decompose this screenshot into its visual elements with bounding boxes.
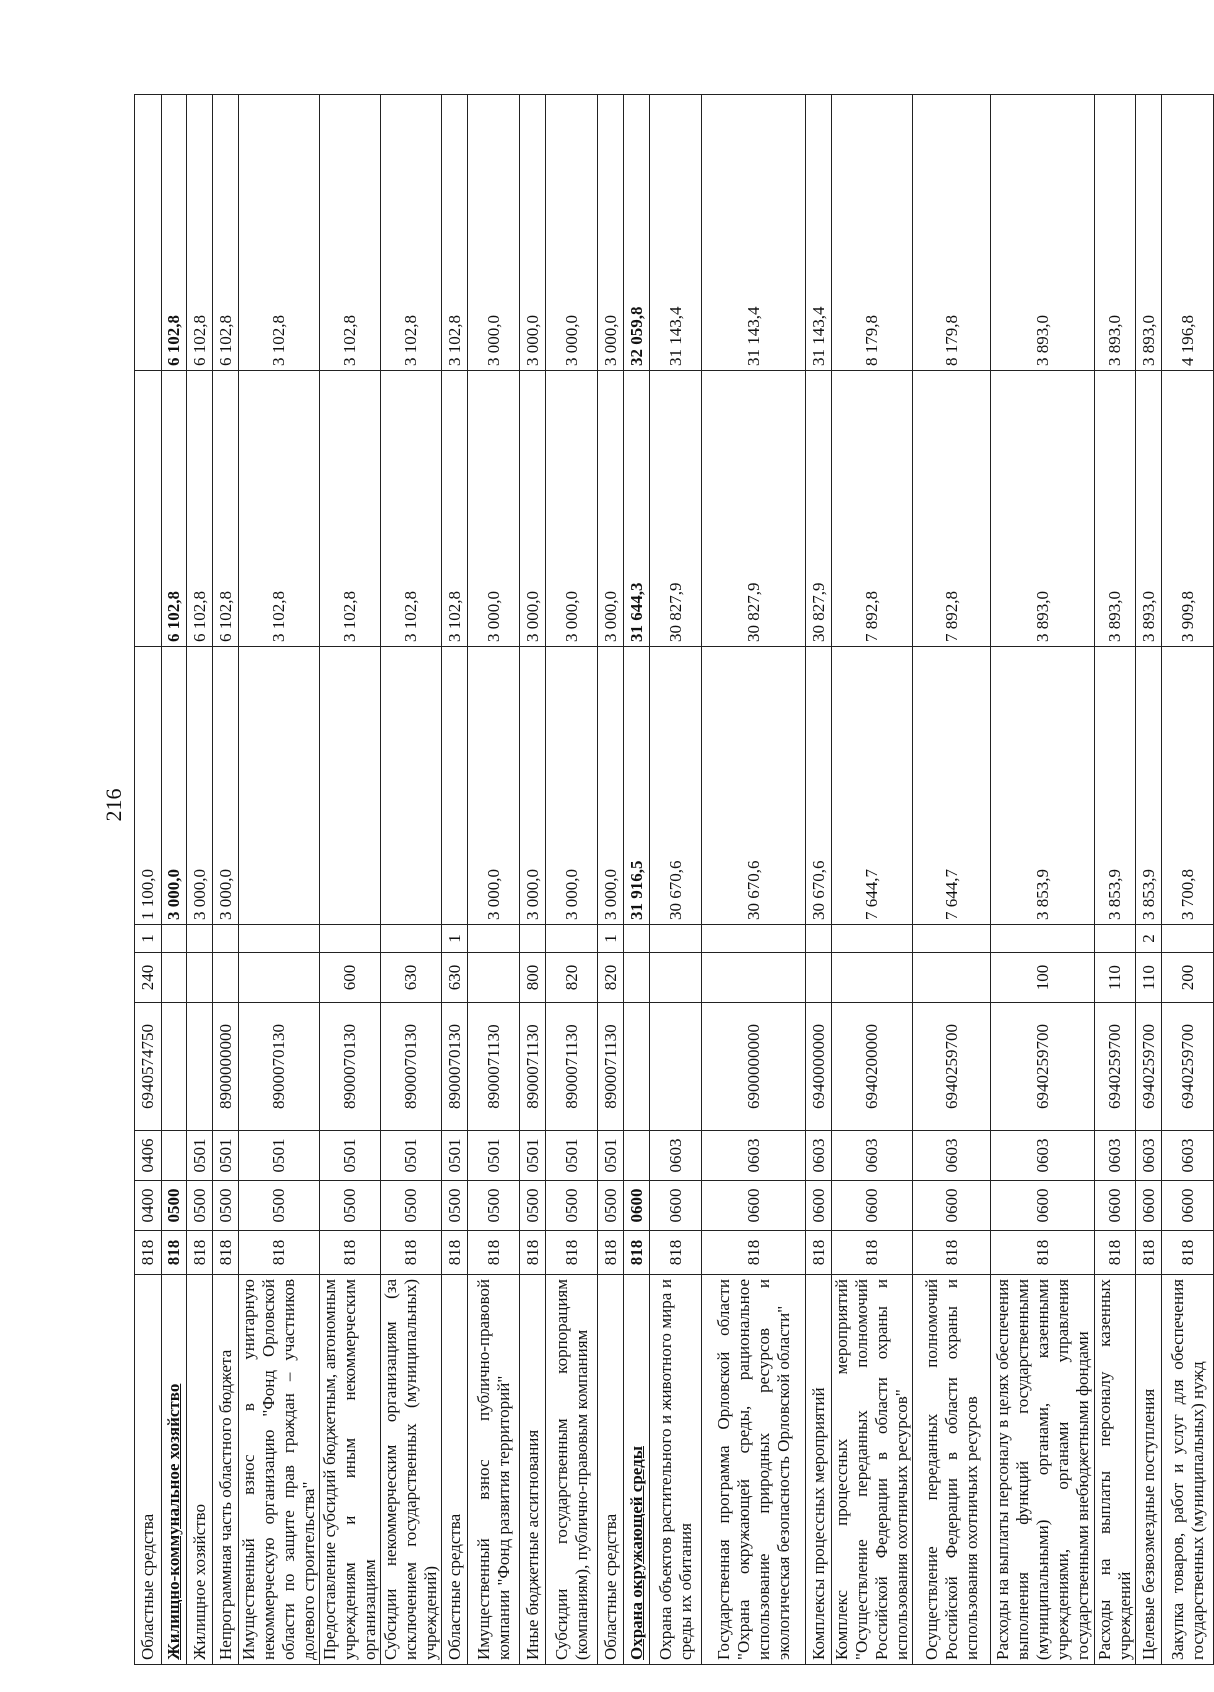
amount-2023 — [239, 647, 320, 925]
source-code — [213, 925, 239, 953]
grbs-code: 818 — [381, 1231, 442, 1275]
target-article-code: 8900071130 — [598, 1003, 624, 1131]
target-article-code: 6940000000 — [806, 1003, 832, 1131]
amount-2023 — [442, 647, 468, 925]
subsection-code: 0501 — [468, 1131, 520, 1181]
source-code — [381, 925, 442, 953]
expense-type-code: 600 — [320, 953, 381, 1003]
amount-2025: 3 000,0 — [520, 95, 546, 371]
amount-2023: 30 670,6 — [650, 647, 702, 925]
row-name: Расходы на выплаты персоналу казенных учреждений — [1095, 1275, 1136, 1665]
subsection-code: 0501 — [546, 1131, 598, 1181]
amount-2023: 3 000,0 — [520, 647, 546, 925]
expense-type-code — [702, 953, 806, 1003]
page-number: 216 — [101, 788, 126, 822]
table-row — [598, 95, 624, 1665]
amount-2023: 3 853,9 — [1095, 647, 1136, 925]
expense-type-code — [624, 953, 650, 1003]
grbs-code: 818 — [991, 1231, 1095, 1275]
source-code — [162, 925, 187, 953]
expense-type-code: 110 — [1136, 953, 1162, 1003]
grbs-code: 818 — [1162, 1231, 1214, 1275]
subsection-code: 0603 — [1162, 1131, 1214, 1181]
section-code: 0500 — [520, 1181, 546, 1231]
row-name: Охрана объектов растительного и животного мира и среды их обитания — [650, 1275, 702, 1665]
expense-type-code — [213, 953, 239, 1003]
row-name: Субсидии некоммерческим организациям (за исключением государственных (муниципальных) учреждений) — [381, 1275, 442, 1665]
amount-2024: 3 000,0 — [598, 371, 624, 647]
grbs-code: 818 — [187, 1231, 213, 1275]
table-row — [650, 95, 702, 1665]
amount-2024: 3 000,0 — [520, 371, 546, 647]
row-name: Комплекс процессных мероприятий "Осуществление переданных полномочий Российской Федерации в области охраны и использования охотничьих ресурсов" — [832, 1275, 913, 1665]
row-name: Закупка товаров, работ и услуг для обеспечения государственных (муниципальных) нужд — [1162, 1275, 1214, 1665]
amount-2025: 6 102,8 — [162, 95, 187, 371]
section-code: 0500 — [546, 1181, 598, 1231]
section-code: 0600 — [913, 1181, 991, 1231]
table-row — [546, 95, 598, 1665]
target-article-code — [162, 1003, 187, 1131]
grbs-code: 818 — [650, 1231, 702, 1275]
amount-2023: 30 670,6 — [702, 647, 806, 925]
amount-2025: 3 000,0 — [598, 95, 624, 371]
expense-type-code — [650, 953, 702, 1003]
row-name: Областные средства — [135, 1275, 162, 1665]
amount-2025: 31 143,4 — [702, 95, 806, 371]
expense-type-code: 820 — [546, 953, 598, 1003]
expense-type-code: 800 — [520, 953, 546, 1003]
amount-2025: 3 102,8 — [381, 95, 442, 371]
target-article-code: 6940574750 — [135, 1003, 162, 1131]
amount-2024: 3 893,0 — [1095, 371, 1136, 647]
source-code: 2 — [1136, 925, 1162, 953]
amount-2024: 3 893,0 — [991, 371, 1095, 647]
section-code: 0500 — [239, 1181, 320, 1231]
amount-2023: 3 000,0 — [162, 647, 187, 925]
target-article-code: 6940259700 — [913, 1003, 991, 1131]
section-code: 0600 — [624, 1181, 650, 1231]
subsection-code — [162, 1131, 187, 1181]
target-article-code: 6940259700 — [1162, 1003, 1214, 1131]
table-row — [913, 95, 991, 1665]
target-article-code: 6940259700 — [1136, 1003, 1162, 1131]
section-code: 0600 — [1136, 1181, 1162, 1231]
table-row — [162, 95, 187, 1665]
amount-2023: 3 700,8 — [1162, 647, 1214, 925]
amount-2024 — [135, 371, 162, 647]
grbs-code: 818 — [213, 1231, 239, 1275]
section-code: 0600 — [1095, 1181, 1136, 1231]
table-row — [135, 95, 162, 1665]
table-row — [239, 95, 320, 1665]
section-code: 0600 — [702, 1181, 806, 1231]
section-code: 0500 — [598, 1181, 624, 1231]
subsection-code: 0603 — [1136, 1131, 1162, 1181]
target-article-code: 8900070130 — [239, 1003, 320, 1131]
amount-2023: 30 670,6 — [806, 647, 832, 925]
amount-2024: 31 644,3 — [624, 371, 650, 647]
amount-2023: 3 000,0 — [468, 647, 520, 925]
row-name: Имущественный взнос в унитарную некоммерческую организацию "Фонд Орловской области по защите прав граждан – участников долевого строительства" — [239, 1275, 320, 1665]
section-code: 0500 — [162, 1181, 187, 1231]
section-code: 0500 — [468, 1181, 520, 1231]
amount-2025: 8 179,8 — [832, 95, 913, 371]
target-article-code — [187, 1003, 213, 1131]
section-code: 0500 — [213, 1181, 239, 1231]
amount-2025: 3 893,0 — [1095, 95, 1136, 371]
amount-2025: 3 893,0 — [991, 95, 1095, 371]
table-row — [832, 95, 913, 1665]
target-article-code: 8900000000 — [213, 1003, 239, 1131]
amount-2023: 7 644,7 — [913, 647, 991, 925]
expense-type-code — [832, 953, 913, 1003]
row-name: Жилищно-коммунальное хозяйство — [162, 1275, 187, 1665]
grbs-code: 818 — [624, 1231, 650, 1275]
grbs-code: 818 — [239, 1231, 320, 1275]
grbs-code: 818 — [546, 1231, 598, 1275]
subsection-code: 0603 — [991, 1131, 1095, 1181]
section-code: 0500 — [187, 1181, 213, 1231]
grbs-code: 818 — [135, 1231, 162, 1275]
amount-2023: 31 916,5 — [624, 647, 650, 925]
source-code — [1162, 925, 1214, 953]
amount-2023: 7 644,7 — [832, 647, 913, 925]
amount-2024: 3 909,8 — [1162, 371, 1214, 647]
row-name: Охрана окружающей среды — [624, 1275, 650, 1665]
amount-2024: 7 892,8 — [832, 371, 913, 647]
amount-2025: 3 102,8 — [442, 95, 468, 371]
amount-2025: 6 102,8 — [187, 95, 213, 371]
amount-2025: 8 179,8 — [913, 95, 991, 371]
subsection-code: 0603 — [806, 1131, 832, 1181]
target-article-code: 6940200000 — [832, 1003, 913, 1131]
expense-type-code — [187, 953, 213, 1003]
expense-type-code — [162, 953, 187, 1003]
table-row — [991, 95, 1095, 1665]
source-code — [1095, 925, 1136, 953]
source-code — [320, 925, 381, 953]
subsection-code: 0501 — [598, 1131, 624, 1181]
amount-2023 — [320, 647, 381, 925]
expense-type-code: 820 — [598, 953, 624, 1003]
source-code — [650, 925, 702, 953]
amount-2025 — [135, 95, 162, 371]
grbs-code: 818 — [1095, 1231, 1136, 1275]
amount-2023: 1 100,0 — [135, 647, 162, 925]
source-code: 1 — [598, 925, 624, 953]
section-code: 0500 — [442, 1181, 468, 1231]
amount-2024: 30 827,9 — [650, 371, 702, 647]
row-name: Областные средства — [442, 1275, 468, 1665]
row-name: Субсидии государственным корпорациям (компаниям), публично-правовым компаниям — [546, 1275, 598, 1665]
expense-type-code: 240 — [135, 953, 162, 1003]
expense-type-code: 630 — [442, 953, 468, 1003]
table-row — [187, 95, 213, 1665]
subsection-code: 0501 — [320, 1131, 381, 1181]
amount-2025: 31 143,4 — [806, 95, 832, 371]
subsection-code: 0603 — [832, 1131, 913, 1181]
amount-2023: 3 000,0 — [213, 647, 239, 925]
section-code: 0600 — [832, 1181, 913, 1231]
subsection-code: 0603 — [650, 1131, 702, 1181]
source-code — [832, 925, 913, 953]
grbs-code: 818 — [162, 1231, 187, 1275]
amount-2023: 3 000,0 — [598, 647, 624, 925]
table-row — [320, 95, 381, 1665]
target-article-code: 8900071130 — [520, 1003, 546, 1131]
grbs-code: 818 — [442, 1231, 468, 1275]
target-article-code: 8900071130 — [546, 1003, 598, 1131]
row-name: Расходы на выплаты персоналу в целях обеспечения выполнения функций государственными (муниципальными) органами, казенными учреждениями, органами управления государственными внебюджетными фондами — [991, 1275, 1095, 1665]
amount-2024: 30 827,9 — [806, 371, 832, 647]
target-article-code: 6900000000 — [702, 1003, 806, 1131]
table-row — [1136, 95, 1162, 1665]
table-row — [520, 95, 546, 1665]
subsection-code: 0501 — [442, 1131, 468, 1181]
rotated-table-container — [134, 95, 1207, 1665]
expense-type-code: 200 — [1162, 953, 1214, 1003]
amount-2025: 4 196,8 — [1162, 95, 1214, 371]
table-row — [381, 95, 442, 1665]
row-name: Иные бюджетные ассигнования — [520, 1275, 546, 1665]
source-code — [468, 925, 520, 953]
row-name: Областные средства — [598, 1275, 624, 1665]
amount-2025: 3 000,0 — [546, 95, 598, 371]
section-code: 0600 — [991, 1181, 1095, 1231]
grbs-code: 818 — [598, 1231, 624, 1275]
budget-table — [134, 94, 1214, 1665]
table-row — [702, 95, 806, 1665]
source-code — [520, 925, 546, 953]
amount-2024: 7 892,8 — [913, 371, 991, 647]
grbs-code: 818 — [702, 1231, 806, 1275]
subsection-code: 0501 — [213, 1131, 239, 1181]
source-code — [913, 925, 991, 953]
subsection-code — [624, 1131, 650, 1181]
expense-type-code: 630 — [381, 953, 442, 1003]
amount-2023 — [381, 647, 442, 925]
source-code — [806, 925, 832, 953]
subsection-code: 0501 — [520, 1131, 546, 1181]
expense-type-code — [239, 953, 320, 1003]
expense-type-code: 100 — [991, 953, 1095, 1003]
table-body — [135, 95, 1214, 1665]
amount-2025: 32 059,8 — [624, 95, 650, 371]
amount-2025: 3 102,8 — [239, 95, 320, 371]
amount-2025: 31 143,4 — [650, 95, 702, 371]
amount-2023: 3 000,0 — [187, 647, 213, 925]
source-code — [239, 925, 320, 953]
amount-2024: 3 102,8 — [239, 371, 320, 647]
source-code — [187, 925, 213, 953]
section-code: 0500 — [381, 1181, 442, 1231]
target-article-code — [624, 1003, 650, 1131]
row-name: Имущественный взнос публично-правовой компании "Фонд развития территорий" — [468, 1275, 520, 1665]
table-row — [624, 95, 650, 1665]
amount-2024: 3 000,0 — [546, 371, 598, 647]
source-code: 1 — [135, 925, 162, 953]
table-row — [1162, 95, 1214, 1665]
source-code — [702, 925, 806, 953]
target-article-code: 8900071130 — [468, 1003, 520, 1131]
amount-2024: 6 102,8 — [213, 371, 239, 647]
subsection-code: 0501 — [187, 1131, 213, 1181]
target-article-code: 8900070130 — [381, 1003, 442, 1131]
source-code — [546, 925, 598, 953]
amount-2024: 6 102,8 — [162, 371, 187, 647]
target-article-code: 8900070130 — [320, 1003, 381, 1131]
table-row — [468, 95, 520, 1665]
amount-2025: 3 000,0 — [468, 95, 520, 371]
row-name: Целевые безвозмездные поступления — [1136, 1275, 1162, 1665]
table-row — [806, 95, 832, 1665]
grbs-code: 818 — [832, 1231, 913, 1275]
expense-type-code — [468, 953, 520, 1003]
subsection-code: 0603 — [1095, 1131, 1136, 1181]
row-name: Осуществление переданных полномочий Российской Федерации в области охраны и использования охотничьих ресурсов — [913, 1275, 991, 1665]
row-name: Непрограммная часть областного бюджета — [213, 1275, 239, 1665]
amount-2024: 3 893,0 — [1136, 371, 1162, 647]
amount-2025: 6 102,8 — [213, 95, 239, 371]
source-code — [991, 925, 1095, 953]
subsection-code: 0603 — [913, 1131, 991, 1181]
expense-type-code: 110 — [1095, 953, 1136, 1003]
grbs-code: 818 — [1136, 1231, 1162, 1275]
grbs-code: 818 — [468, 1231, 520, 1275]
section-code: 0600 — [650, 1181, 702, 1231]
amount-2024: 3 102,8 — [442, 371, 468, 647]
amount-2024: 30 827,9 — [702, 371, 806, 647]
source-code — [624, 925, 650, 953]
amount-2024: 3 102,8 — [320, 371, 381, 647]
row-name: Предоставление субсидий бюджетным, автономным учреждениям и иным некоммерческим организациям — [320, 1275, 381, 1665]
grbs-code: 818 — [913, 1231, 991, 1275]
expense-type-code — [913, 953, 991, 1003]
amount-2025: 3 893,0 — [1136, 95, 1162, 371]
target-article-code: 8900070130 — [442, 1003, 468, 1131]
row-name: Комплексы процессных мероприятий — [806, 1275, 832, 1665]
subsection-code: 0501 — [381, 1131, 442, 1181]
amount-2023: 3 000,0 — [546, 647, 598, 925]
table-row — [442, 95, 468, 1665]
subsection-code: 0501 — [239, 1131, 320, 1181]
subsection-code: 0406 — [135, 1131, 162, 1181]
amount-2025: 3 102,8 — [320, 95, 381, 371]
amount-2024: 6 102,8 — [187, 371, 213, 647]
amount-2023: 3 853,9 — [991, 647, 1095, 925]
section-code: 0500 — [320, 1181, 381, 1231]
grbs-code: 818 — [806, 1231, 832, 1275]
amount-2024: 3 000,0 — [468, 371, 520, 647]
target-article-code — [650, 1003, 702, 1131]
source-code: 1 — [442, 925, 468, 953]
row-name: Жилищное хозяйство — [187, 1275, 213, 1665]
table-row — [213, 95, 239, 1665]
amount-2023: 3 853,9 — [1136, 647, 1162, 925]
row-name: Государственная программа Орловской области "Охрана окружающей среды, рациональное использование природных ресурсов и экологическая безопасность Орловской области" — [702, 1275, 806, 1665]
expense-type-code — [806, 953, 832, 1003]
grbs-code: 818 — [320, 1231, 381, 1275]
subsection-code: 0603 — [702, 1131, 806, 1181]
target-article-code: 6940259700 — [1095, 1003, 1136, 1131]
section-code: 0600 — [1162, 1181, 1214, 1231]
table-row — [1095, 95, 1136, 1665]
grbs-code: 818 — [520, 1231, 546, 1275]
amount-2024: 3 102,8 — [381, 371, 442, 647]
target-article-code: 6940259700 — [991, 1003, 1095, 1131]
section-code: 0400 — [135, 1181, 162, 1231]
section-code: 0600 — [806, 1181, 832, 1231]
